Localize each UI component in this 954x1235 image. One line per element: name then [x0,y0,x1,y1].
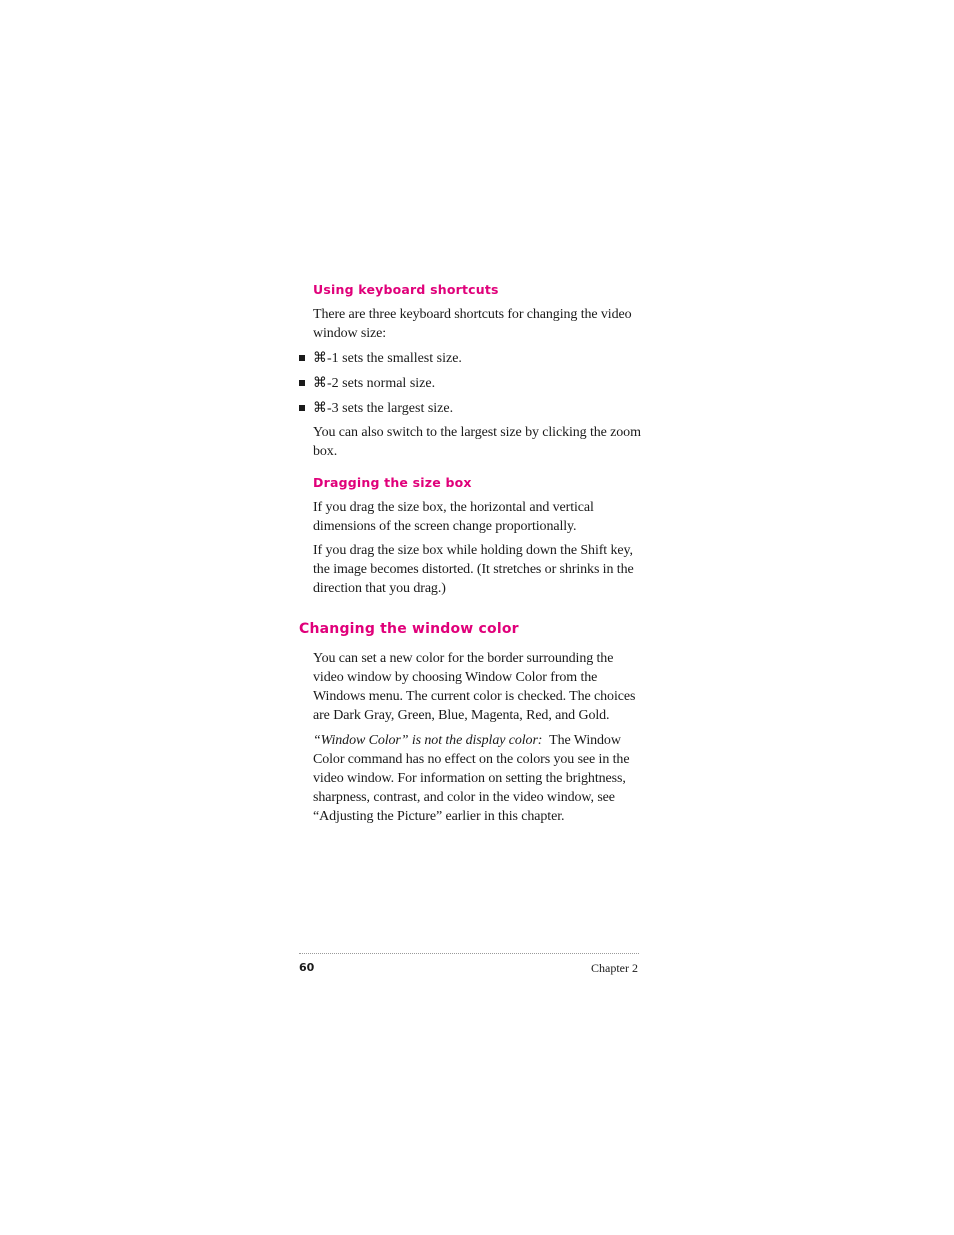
page-number: 60 [299,961,315,974]
command-key-icon: ⌘ [313,351,327,366]
list-item-text: -2 sets normal size. [327,376,436,391]
list-item-text: -1 sets the smallest size. [327,351,462,366]
zoom-box-paragraph: You can also switch to the largest size by clicking the zoom box. [313,425,641,459]
bullet-square-icon [299,380,305,386]
command-key-icon: ⌘ [313,376,327,391]
footer-divider [299,953,639,954]
command-key-icon: ⌘ [313,401,327,416]
note-label: “Window Color” is not the display color: [313,733,543,748]
heading-keyboard-shortcuts: Using keyboard shortcuts [313,282,499,297]
bullet-square-icon [299,355,305,361]
window-color-paragraph: You can set a new color for the border surrounding the video window by choosing Window Color from the Windows menu. The current color is checked. The choices are Dark Gray, Green, Blue, Magenta, Red, and Gold. [313,651,636,723]
window-color-note [313,731,633,826]
note-text: The Window Color command has no effect on the colors you see in the video window. For information on setting the brightness, sharpness, contrast, and color in the video window, see “Adjusting the Picture” earlier in this chapter. [313,733,630,824]
dragging-paragraph-2: If you drag the size box while holding down the Shift key, the image becomes distorted. (It stretches or shrinks in the direction that you drag.) [313,543,634,596]
dragging-paragraph-1: If you drag the size box, the horizontal and vertical dimensions of the screen change proportionally. [313,500,594,534]
bullet-square-icon [299,405,305,411]
list-item-text: -3 sets the largest size. [327,401,454,416]
keyboard-intro-paragraph: There are three keyboard shortcuts for changing the video window size: [313,307,632,341]
heading-dragging-size-box: Dragging the size box [313,475,472,490]
heading-changing-window-color: Changing the window color [299,621,519,637]
chapter-label: Chapter 2 [591,961,638,975]
